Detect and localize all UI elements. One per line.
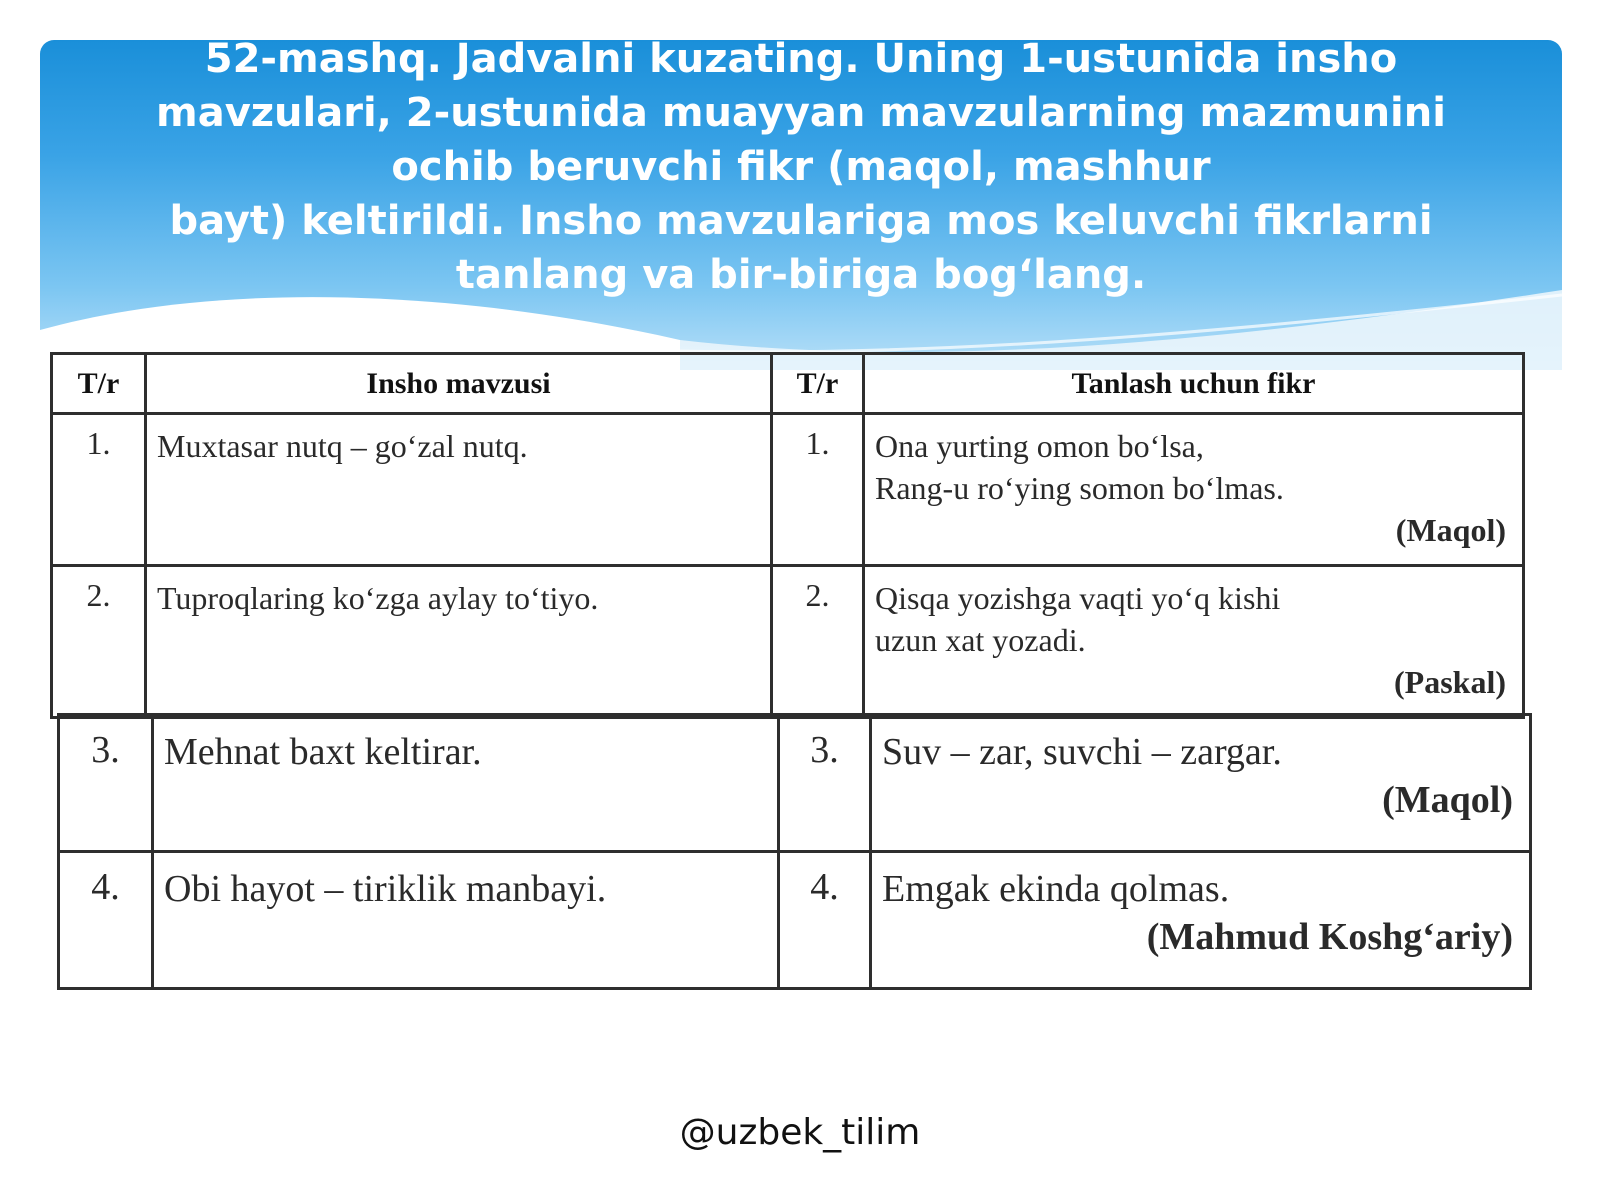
thought-line: Qisqa yozishga vaqti yo‘q kishi (875, 580, 1281, 616)
thought-cell (871, 852, 1531, 989)
row-number: 1. (772, 414, 864, 566)
header-essay-topic: Insho mavzusi (146, 354, 772, 414)
thought-cell (864, 566, 1524, 718)
exercise-instruction (120, 40, 1482, 302)
table-row (59, 852, 1531, 989)
row-number: 3. (59, 715, 153, 852)
instruction-line: tanlang va bir-biriga bog‘lang. (455, 252, 1147, 298)
exercise-table-part-2 (57, 713, 1532, 990)
instruction-line: 52-mashq. Jadvalni kuzating. Uning 1-ustunida insho (204, 40, 1398, 82)
row-number: 2. (772, 566, 864, 718)
thought-source: (Maqol) (1382, 779, 1513, 821)
thought-line: Ona yurting omon bo‘lsa, (875, 428, 1204, 464)
row-number: 4. (779, 852, 871, 989)
instruction-line: mavzulari, 2-ustunida muayyan mavzularning mazmunini (156, 90, 1446, 136)
header-number: T/r (52, 354, 146, 414)
essay-topic: Tuproqlaring ko‘zga aylay to‘tiyo. (146, 566, 772, 718)
header-number: T/r (772, 354, 864, 414)
instruction-line: bayt) keltirildi. Insho mavzulariga mos keluvchi fikrlarni (169, 198, 1433, 244)
essay-topic: Mehnat baxt keltirar. (153, 715, 779, 852)
thought-line: uzun xat yozadi. (875, 622, 1086, 658)
thought-cell (864, 414, 1524, 566)
title-banner (40, 40, 1562, 370)
table-row (52, 566, 1524, 718)
essay-topic: Muxtasar nutq – go‘zal nutq. (146, 414, 772, 566)
thought-source: (Mahmud Koshg‘ariy) (1146, 916, 1513, 958)
thought-line: Suv – zar, suvchi – zargar. (882, 731, 1282, 773)
row-number: 1. (52, 414, 146, 566)
thought-line: Rang-u ro‘ying somon bo‘lmas. (875, 470, 1284, 506)
thought-cell (871, 715, 1531, 852)
header-thought: Tanlash uchun fikr (864, 354, 1524, 414)
instruction-line: ochib beruvchi fikr (maqol, mashhur (391, 144, 1211, 190)
table-row (52, 414, 1524, 566)
row-number: 2. (52, 566, 146, 718)
row-number: 3. (779, 715, 871, 852)
table-header-row (52, 354, 1524, 414)
thought-line: Emgak ekinda qolmas. (882, 868, 1230, 910)
thought-source: (Maqol) (1395, 512, 1506, 548)
row-number: 4. (59, 852, 153, 989)
exercise-table-part-1 (50, 352, 1525, 719)
channel-handle: @uzbek_tilim (679, 1112, 921, 1153)
thought-source: (Paskal) (1394, 664, 1506, 700)
essay-topic: Obi hayot – tiriklik manbayi. (153, 852, 779, 989)
table-row (59, 715, 1531, 852)
